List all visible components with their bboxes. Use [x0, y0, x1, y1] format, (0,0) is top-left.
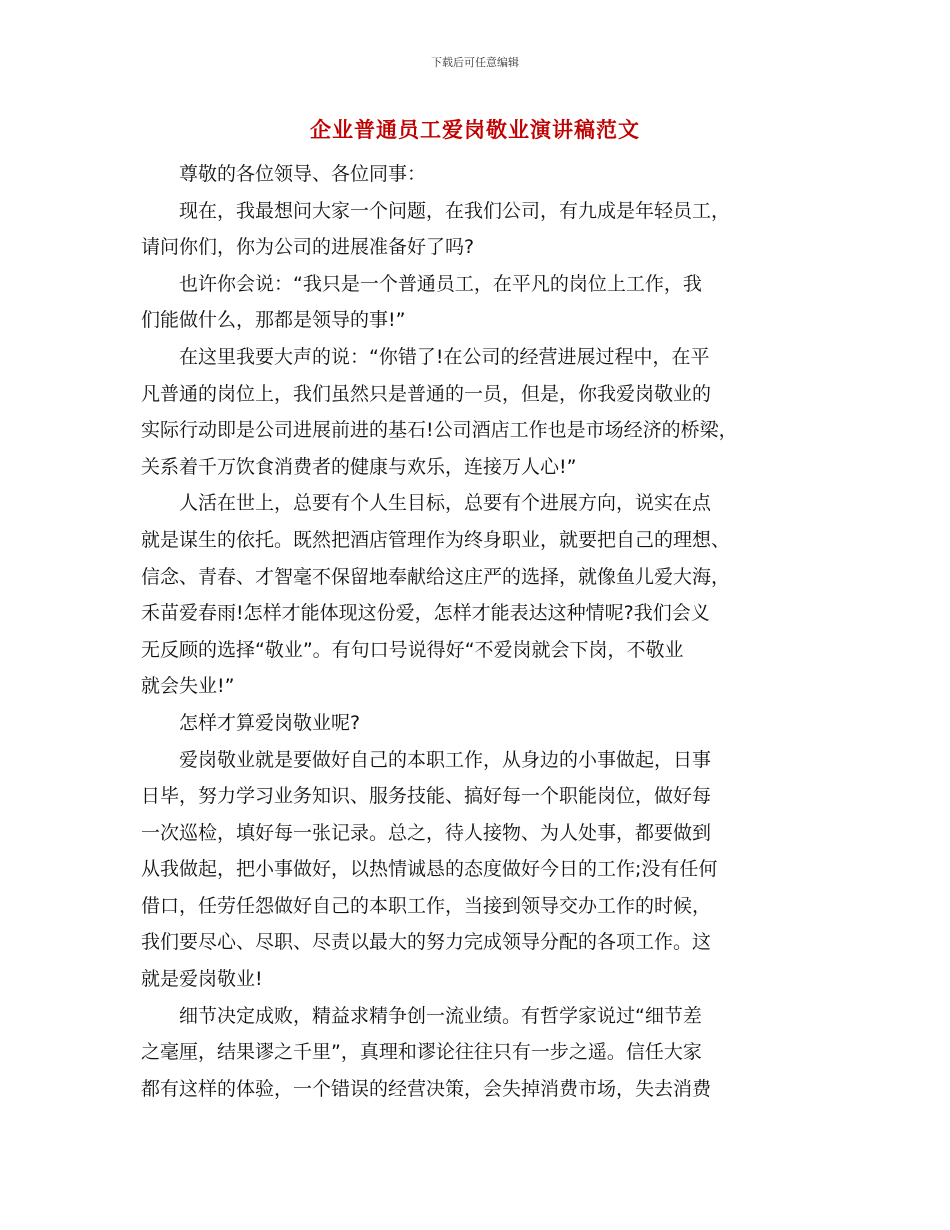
text-line: 爱岗敬业就是要做好自己的本职工作，从身边的小事做起，日事 — [141, 748, 712, 771]
paragraph — [141, 709, 811, 746]
paragraph — [141, 343, 811, 489]
text-line: 就会失业!” — [141, 675, 235, 698]
text-line: 凡普通的岗位上，我们虽然只是普通的一员，但是，你我爱岗敬业的 — [141, 382, 712, 405]
text-line: 尊敬的各位领导、各位同事： — [141, 163, 427, 185]
text-line: 们能做什么，那都是领导的事!” — [141, 309, 406, 332]
text-line: 也许你会说：“我只是一个普通员工，在平凡的岗位上工作，我 — [141, 272, 702, 295]
text-line: 人活在世上，总要有个人生目标，总要有个进展方向，说实在点 — [141, 492, 712, 515]
text-line: 关系着千万饮食消费者的健康与欢乐，连接万人心!” — [141, 455, 577, 478]
text-line: 都有这样的体验，一个错误的经营决策，会失掉消费市场，失去消费 — [141, 1077, 712, 1100]
paragraph — [141, 489, 811, 709]
paragraph — [141, 270, 811, 343]
header-note: 下载后可任意编辑 — [431, 56, 519, 69]
text-line: 无反顾的选择“敬业”。有句口号说得好“不爱岗就会下岗，不敬业 — [141, 638, 684, 661]
document-title: 企业普通员工爱岗敬业演讲稿范文 — [310, 118, 640, 142]
text-line: 就是爱岗敬业! — [141, 968, 263, 991]
paragraph — [141, 1002, 811, 1112]
text-line: 实际行动即是公司进展前进的基石!公司酒店工作也是市场经济的桥梁， — [141, 419, 738, 442]
document-body — [141, 160, 811, 1111]
text-line: 在这里我要大声的说：“你错了!在公司的经营进展过程中，在平 — [141, 345, 710, 368]
text-line: 现在，我最想问大家一个问题，在我们公司，有九成是年轻员工， — [141, 199, 731, 222]
text-line: 日毕，努力学习业务知识、服务技能、搞好每一个职能岗位，做好每 — [141, 785, 712, 808]
text-line: 禾苗爱春雨!怎样才能体现这份爱，怎样才能表达这种情呢?我们会义 — [141, 602, 710, 625]
text-line: 之毫厘，结果谬之千里”，真理和谬论往往只有一步之遥。信任大家 — [141, 1041, 702, 1064]
text-line: 信念、青春、才智毫不保留地奉献给这庄严的选择，就像鱼儿爱大海， — [141, 565, 731, 588]
text-line: 细节决定成败，精益求精争创一流业绩。有哲学家说过“细节差 — [141, 1004, 702, 1027]
text-line: 我们要尽心、尽职、尽责以最大的努力完成领导分配的各项工作。这 — [141, 931, 712, 954]
text-line: 从我做起，把小事做好，以热情诚恳的态度做好今日的工作;没有任何 — [141, 858, 718, 881]
paragraph — [141, 746, 811, 1002]
paragraph — [141, 160, 811, 197]
text-line: 就是谋生的依托。既然把酒店管理作为终身职业，就要把自己的理想、 — [141, 528, 731, 551]
paragraph — [141, 197, 811, 270]
text-line: 借口，任劳任怨做好自己的本职工作，当接到领导交办工作的时候， — [141, 894, 712, 917]
text-line: 一次巡检，填好每一张记录。总之，待人接物、为人处事，都要做到 — [141, 821, 712, 844]
text-line: 怎样才算爱岗敬业呢? — [141, 711, 361, 734]
text-line: 请问你们，你为公司的进展准备好了吗? — [141, 236, 475, 259]
